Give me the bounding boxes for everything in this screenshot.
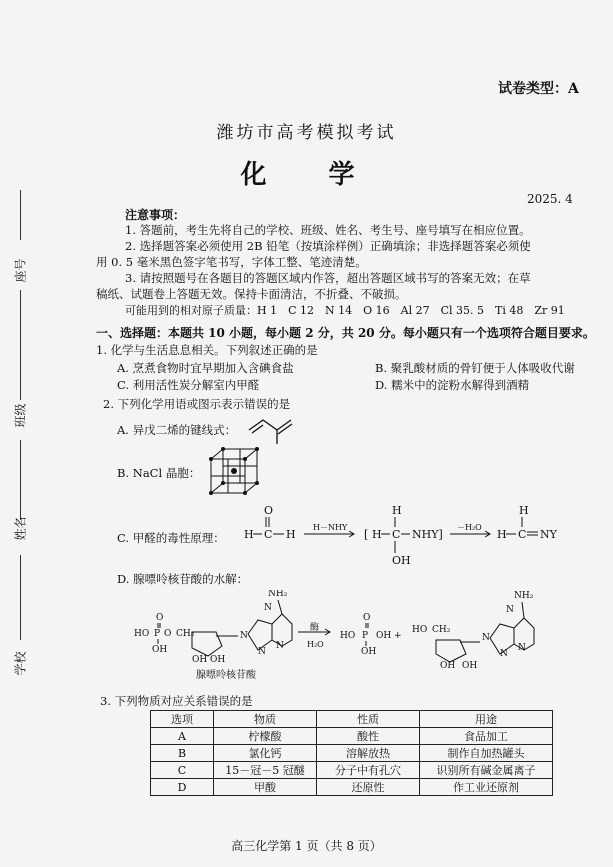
c-reagent: H－NHY [313, 523, 348, 532]
q3-table [150, 710, 553, 796]
table-header: 用途 [420, 711, 553, 728]
svg-text:OH: OH [440, 661, 456, 671]
table-header-row [151, 711, 553, 728]
table-cell: 分子中有孔穴 [317, 762, 420, 779]
table-header: 物质 [214, 711, 317, 728]
svg-text:HO: HO [134, 629, 150, 639]
svg-text:P: P [362, 631, 369, 641]
nh2-left: NH₂ [268, 590, 288, 599]
table-cell: 甲酸 [214, 779, 317, 796]
svg-text:N: N [258, 647, 266, 657]
svg-text:OH: OH [152, 645, 168, 655]
q3-stem: 3. 下列物质对应关系错误的是 [100, 694, 253, 708]
svg-text:O: O [164, 629, 172, 639]
svg-text:NY: NY [540, 528, 557, 541]
table-row [151, 779, 553, 796]
svg-text:OH: OH [392, 554, 411, 567]
page-footer: 高三化学第 1 页（共 8 页） [231, 839, 382, 853]
table-cell: D [151, 779, 214, 796]
class-line [20, 290, 21, 400]
svg-text:O: O [264, 504, 274, 517]
table-cell: 作工业还原剂 [420, 779, 553, 796]
svg-text:H: H [372, 528, 382, 541]
table-cell: B [151, 745, 214, 762]
table-cell: 识别所有碱金属离子 [420, 762, 553, 779]
notice-item-1: 1. 答题前，考生先将自己的学校、班级、姓名、考生号、座号填写在相应位置。 [125, 223, 531, 237]
table-row [151, 745, 553, 762]
svg-text:O: O [363, 613, 371, 623]
svg-text:N: N [500, 649, 508, 659]
svg-text:OH: OH [462, 661, 478, 671]
svg-text:N: N [276, 641, 284, 651]
formaldehyde-reaction [240, 500, 580, 568]
seat-label: 座号 [13, 258, 28, 283]
notice-item-2a: 2. 选择题答案必须使用 2B 铅笔（按填涂样例）正确填涂；非选择题答案必须使 [125, 239, 531, 253]
seat-line [20, 190, 21, 240]
svg-text:OH: OH [210, 655, 226, 665]
svg-text:OH: OH [192, 655, 208, 665]
name-label: 姓名 [13, 516, 28, 541]
q2-option-c: C. 甲醛的毒性原理： [117, 531, 225, 545]
q1-option-c: C. 利用活性炭分解室内甲醛 [117, 378, 260, 392]
school-line [20, 555, 21, 640]
table-cell: 溶解放热 [317, 745, 420, 762]
class-label: 班级 [13, 403, 28, 428]
table-cell: 制作自加热罐头 [420, 745, 553, 762]
svg-text:+: + [394, 631, 402, 641]
exam-title: 潍坊市高考模拟考试 [216, 123, 397, 143]
section-heading: 一、选择题：本题共 10 小题，每小题 2 分，共 20 分。每小题只有一个选项符合题目要求。 [96, 326, 595, 340]
table-cell: C [151, 762, 214, 779]
table-header: 性质 [317, 711, 420, 728]
svg-text:C: C [392, 528, 401, 541]
svg-text:C: C [518, 528, 527, 541]
svg-text:CH₂: CH₂ [432, 625, 451, 635]
paper-type: 试卷类型：A [498, 81, 579, 97]
notice-title: 注意事项： [125, 208, 186, 222]
school-label: 学校 [13, 651, 28, 676]
nh2-right: NH₂ [514, 591, 534, 601]
q2-option-a: A. 异戊二烯的键线式： [117, 423, 237, 437]
q1-option-a: A. 烹煮食物时宜早期加入含碘食盐 [117, 361, 294, 375]
svg-text:H: H [244, 528, 254, 541]
svg-text:C: C [264, 528, 273, 541]
q2-stem: 2. 下列化学用语或图示表示错误的是 [103, 397, 291, 411]
c-water: －H₂O [457, 523, 482, 532]
table-cell: 柠檬酸 [214, 728, 317, 745]
q1-stem: 1. 化学与生活息息相关。下列叙述正确的是 [96, 343, 318, 357]
q1-option-d: D. 糯米中的淀粉水解得到酒精 [375, 378, 530, 392]
q1-option-b: B. 聚乳酸材质的骨钉便于人体吸收代谢 [375, 361, 575, 375]
svg-text:P: P [154, 629, 161, 639]
table-cell: 氯化钙 [214, 745, 317, 762]
svg-text:CH₂: CH₂ [176, 629, 195, 639]
isoprene-structure [245, 410, 305, 446]
table-header: 选项 [151, 711, 214, 728]
table-cell: A [151, 728, 214, 745]
exam-date: 2025. 4 [527, 192, 573, 206]
notice-item-3a: 3. 请按照题号在各题目的答题区域内作答，超出答题区域书写的答案无效；在草 [125, 271, 531, 285]
svg-text:NHY]: NHY] [412, 528, 443, 541]
subject-title: 化 学 [240, 160, 373, 190]
q2-option-d: D. 腺嘌呤核苷酸的水解： [117, 572, 249, 586]
svg-text:OH: OH [361, 647, 377, 657]
table-cell: 还原性 [317, 779, 420, 796]
table-cell: 食品加工 [420, 728, 553, 745]
table-cell: 15－冠－5 冠醚 [214, 762, 317, 779]
atomic-masses: 可能用到的相对原子质量：H 1 C 12 N 14 O 16 Al 27 Cl 35. 5 Ti 48 Zr 91 [125, 304, 565, 317]
svg-text:[: [ [364, 528, 369, 541]
nucleotide-caption: 腺嘌呤核苷酸 [196, 670, 256, 681]
q2-option-b: B. NaCl 晶胞： [117, 466, 201, 480]
svg-text:N: N [264, 603, 272, 613]
notice-item-2b: 用 0. 5 毫米黑色签字笔书写，字体工整、笔迹清楚。 [96, 255, 367, 269]
table-row [151, 762, 553, 779]
svg-text:O: O [156, 613, 164, 623]
table-row [151, 728, 553, 745]
svg-text:H: H [286, 528, 296, 541]
d-water: H₂O [307, 640, 324, 649]
svg-text:N: N [518, 643, 526, 653]
svg-text:H: H [519, 504, 529, 517]
notice-item-3b: 稿纸、试题卷上答题无效。保持卡面清洁，不折叠、不破损。 [96, 287, 407, 301]
svg-text:HO: HO [340, 631, 356, 641]
nacl-unit-cell [205, 445, 263, 497]
svg-text:H: H [392, 504, 402, 517]
table-cell: 酸性 [317, 728, 420, 745]
name-line [20, 440, 21, 520]
svg-text:N: N [240, 631, 248, 641]
svg-text:OH: OH [376, 631, 392, 641]
svg-text:N: N [506, 605, 514, 615]
d-enzyme: 酶 [310, 623, 320, 633]
svg-text:HO: HO [412, 625, 428, 635]
svg-text:H: H [497, 528, 507, 541]
svg-text:N: N [482, 633, 490, 643]
